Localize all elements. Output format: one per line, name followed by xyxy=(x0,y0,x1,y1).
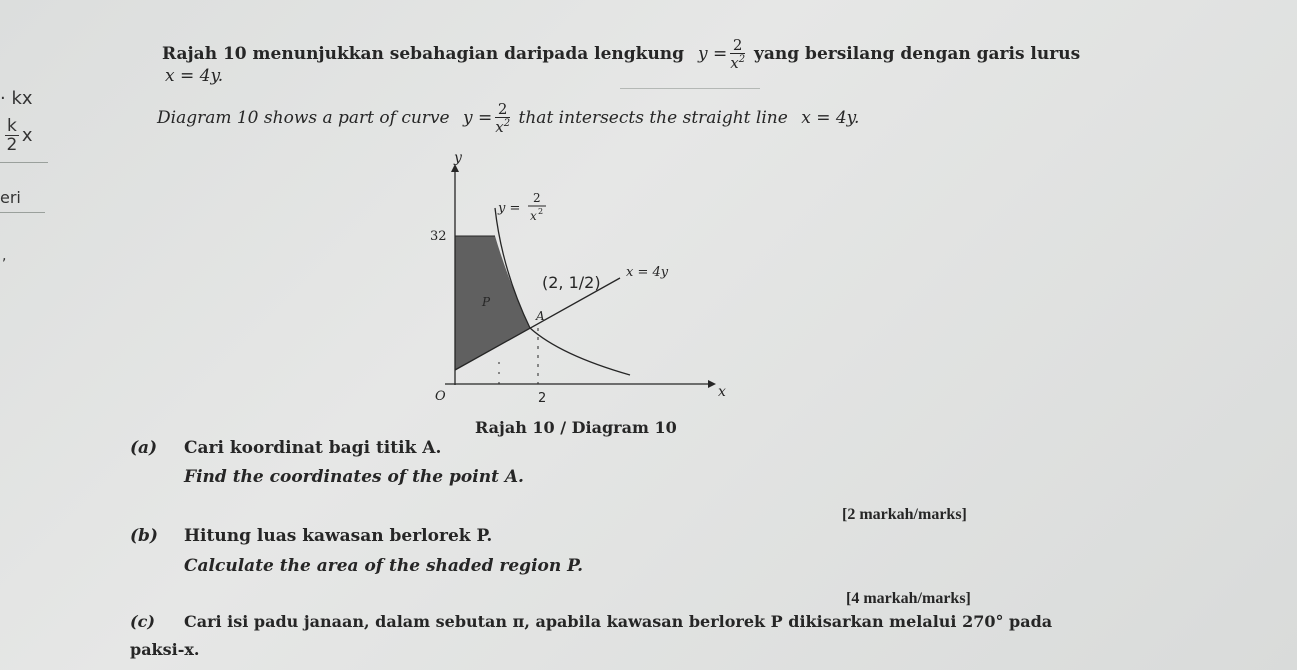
curve-label-y: y = xyxy=(498,201,521,216)
margin-fraction-kx: $\frac{k}{2}$ x xyxy=(6,116,33,155)
margin-comma: , xyxy=(2,248,7,264)
handwritten-coordinate: (2, 1/2) xyxy=(542,273,601,292)
question-c-malay: (c) Cari isi padu janaan, dalam sebutan π, apabila kawasan berlorek P dikisarkan melalui 270° pada xyxy=(130,612,1053,631)
diagram-caption: Rajah 10 / Diagram 10 xyxy=(475,418,677,437)
question-a-malay: (a) Cari koordinat bagi titik A. xyxy=(130,438,442,458)
malay-intro-line2: x = 4y. xyxy=(165,66,224,86)
margin-kx: · kx xyxy=(0,88,33,109)
margin-eri: eri xyxy=(0,188,21,207)
curve-label-exp: 2 xyxy=(538,207,544,216)
curve-label-num: 2 xyxy=(533,191,541,205)
question-b-english: Calculate the area of the shaded region P. xyxy=(184,556,584,576)
point-a-label: A xyxy=(536,309,545,323)
x-axis-label: x xyxy=(718,384,726,400)
region-p-label: P xyxy=(482,295,491,309)
question-a-marks: [2 markah/marks] xyxy=(842,506,967,523)
y-axis-label: y xyxy=(454,150,462,166)
line-label: x = 4y xyxy=(626,265,669,280)
x-axis-arrow xyxy=(708,380,716,388)
question-c-malay-cont: paksi-x. xyxy=(130,640,200,659)
diagram-10 xyxy=(420,150,740,420)
question-a-english: Find the coordinates of the point A. xyxy=(184,467,524,487)
handwritten-tick-2: 2 xyxy=(538,391,547,406)
y-tick-32: 32 xyxy=(430,229,447,244)
curve-label-den: x xyxy=(530,209,537,223)
malay-intro-line1: Rajah 10 menunjukkan sebahagian daripada lengkung y = $\frac{2}{x^2}$ yang bersilang dengan garis lurus xyxy=(162,36,1081,72)
question-b-malay: (b) Hitung luas kawasan berlorek P. xyxy=(130,526,493,546)
question-b-marks: [4 markah/marks] xyxy=(846,590,971,607)
english-intro: Diagram 10 shows a part of curve y = $\frac{2}{x^2}$ that intersects the straight line x = 4y. xyxy=(157,100,860,136)
origin-label: O xyxy=(435,389,446,404)
